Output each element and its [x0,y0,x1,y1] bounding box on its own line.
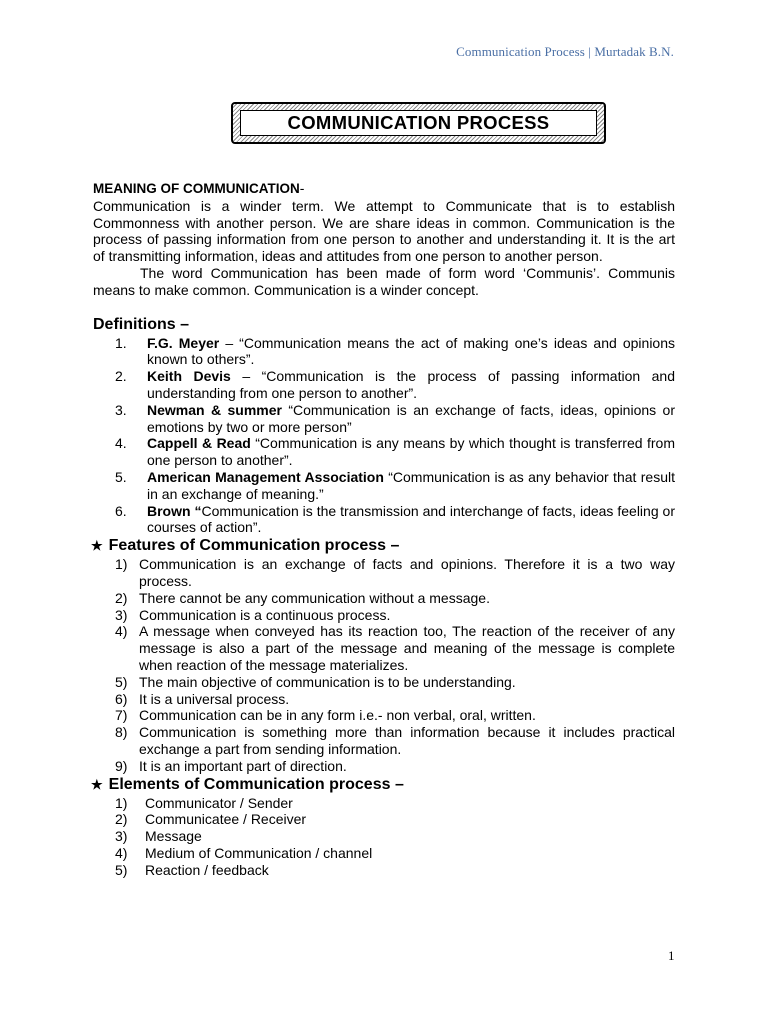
features-list [93,556,675,774]
definition-item [93,402,675,436]
features-section [93,536,675,774]
definition-author: F.G. Meyer [147,334,220,351]
feature-item [93,590,675,607]
title-box [231,102,606,144]
definition-text: – “Communication means the act of making one’s ideas and opinions known to others”. [147,334,676,368]
document-body [93,180,675,878]
feature-item [93,724,675,758]
meaning-heading: MEANING OF COMMUNICATION [93,181,300,196]
definition-author: American Management Association [147,468,384,485]
definition-number: 2. [115,368,127,385]
definition-author: Brown “ [147,502,202,519]
element-number: 5) [115,861,128,878]
element-item [93,845,675,862]
definition-number: 5. [115,468,127,485]
feature-text: Communication is an exchange of facts and opinions. Therefore it is a two way process. [139,556,675,589]
definition-body [147,335,675,369]
feature-item [93,674,675,691]
definition-number: 6. [115,502,127,519]
meaning-heading-dash: - [299,180,305,196]
feature-item [93,691,675,708]
element-number: 2) [115,811,128,828]
definition-item [93,335,675,369]
definition-item [93,503,675,537]
feature-text: Communication is something more than information because it includes practical exchange a part from sending information. [139,724,675,757]
element-text: Reaction / feedback [145,861,269,878]
element-number: 1) [115,794,128,811]
element-item [93,828,675,845]
feature-item [93,607,675,624]
element-text: Medium of Communication / channel [145,844,373,861]
definition-number: 1. [115,334,127,351]
star-icon: ★ [91,776,103,792]
meaning-section [93,180,675,299]
definition-body [147,435,675,469]
feature-number: 3) [115,606,128,623]
definition-body [147,469,675,503]
feature-item [93,707,675,724]
feature-item [93,556,675,590]
feature-text: Communication is a continuous process. [139,606,391,623]
page-number: 1 [668,948,675,963]
feature-number: 9) [115,757,128,774]
definitions-heading: Definitions – [93,315,190,333]
feature-number: 8) [115,724,128,741]
definition-item [93,469,675,503]
elements-section [93,775,675,879]
feature-text: It is a universal process. [139,690,290,707]
definitions-list [93,335,675,537]
definition-text: “Communication is any means by which thought is transferred from one person to another”. [147,435,675,469]
element-item [93,862,675,879]
feature-text: There cannot be any communication without a message. [139,589,490,606]
element-text: Communicatee / Receiver [145,811,307,828]
definition-text: – “Communication is the process of passing information and understanding from one person to another”. [147,368,675,401]
definition-number: 3. [115,401,127,418]
definition-text: “Communication is an exchange of facts, ideas, opinions or emotions by two or more person” [147,401,676,435]
definition-number: 4. [115,435,127,452]
features-heading: Features of Communication process – [108,537,400,555]
feature-item [93,758,675,775]
definition-text: “Communication is as any behavior that result in an exchange of meaning.” [147,468,675,502]
features-heading-row [91,536,675,556]
definition-author: Cappell & Read [147,435,251,452]
feature-text: Communication can be in any form i.e.- non verbal, oral, written. [139,707,536,724]
elements-heading: Elements of Communication process – [108,775,404,793]
definitions-section [93,315,675,537]
feature-number: 2) [115,589,128,606]
definition-author: Newman & summer [147,401,282,418]
definition-text: Communication is the transmission and interchange of facts, ideas feeling or courses of action”. [147,502,675,536]
elements-list [93,795,675,879]
running-header: Communication Process | Murtadak B.N. [456,44,674,59]
feature-item [93,623,675,673]
feature-number: 4) [115,623,128,640]
definition-item [93,435,675,469]
star-icon: ★ [91,538,103,554]
meaning-paragraph-2: The word Communication has been made of form word ‘Communis’. Communis means to make common. Communication is a winder concept. [93,264,675,298]
feature-number: 7) [115,707,128,724]
element-item [93,811,675,828]
elements-heading-row [91,775,675,795]
feature-number: 6) [115,690,128,707]
element-text: Message [145,828,202,845]
feature-text: The main objective of communication is to be understanding. [139,673,516,690]
definition-author: Keith Devis [147,368,231,385]
page-title: COMMUNICATION PROCESS [287,112,550,133]
title-inner [240,110,597,136]
definition-item [93,368,675,402]
element-number: 4) [115,844,128,861]
element-text: Communicator / Sender [145,794,293,811]
feature-number: 5) [115,673,128,690]
feature-text: It is an important part of direction. [139,757,347,774]
meaning-paragraph-1: Communication is a winder term. We attempt to Communicate that is to establish Commonness with another person. We are share ideas in common. Communication is the process of passing information from one person to another and understanding it. It is the art of transmitting information, ideas and attitudes from one person to another person. [93,197,675,265]
feature-number: 1) [115,556,128,573]
feature-text: A message when conveyed has its reaction too, The reaction of the receiver of any message is also a part of the message and meaning of the message is complete when reaction of the message materializes. [139,623,675,673]
definition-body [147,368,675,402]
definition-body [147,402,675,436]
element-item [93,795,675,812]
definition-body [147,503,675,537]
element-number: 3) [115,828,128,845]
